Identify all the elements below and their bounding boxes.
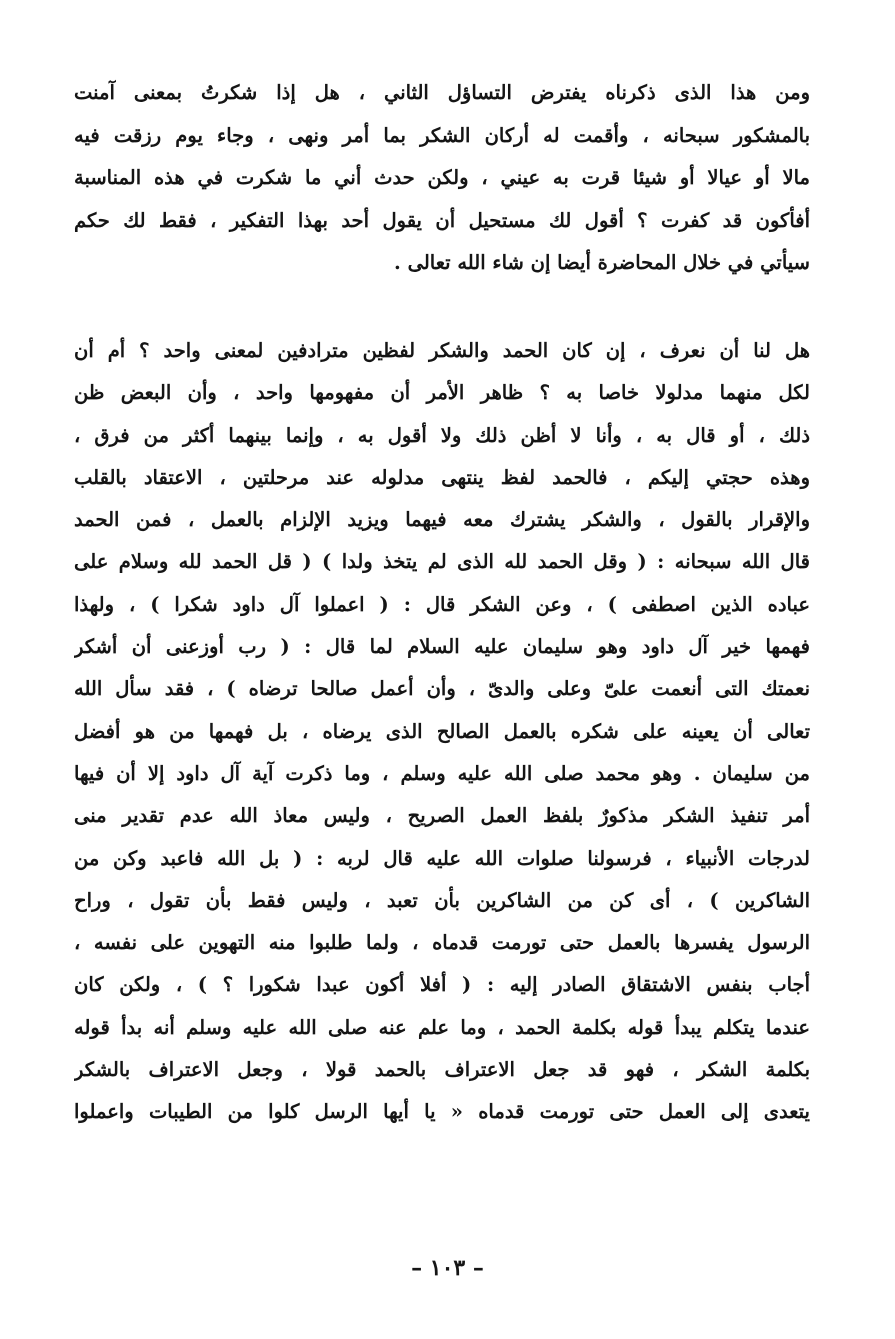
text-line: فهمها خير آل داود وهو سليمان عليه السلام لما قال : ( رب أوزعنى أن أشكر <box>74 635 810 659</box>
text-line: نعمتك التى أنعمت علىّ وعلى والدىّ ، وأن أعمل صالحا ترضاه ) ، فقد سأل الله <box>74 677 810 701</box>
text-line: يتعدى إلى العمل حتى تورمت قدماه « يا أيها الرسل كلوا من الطيبات واعملوا <box>74 1100 810 1124</box>
text-line: لدرجات الأنبياء ، فرسولنا صلوات الله عليه قال لربه : ( بل الله فاعبد وكن من <box>74 846 810 870</box>
text-line: قال الله سبحانه : ( وقل الحمد لله الذى لم يتخذ ولدا ) ( قل الحمد لله وسلام على <box>74 550 810 574</box>
text-line: بالمشكور سبحانه ، وأقمت له أركان الشكر بما أمر ونهى ، وجاء يوم رزقت فيه <box>74 123 810 147</box>
text-line: الشاكرين ) ، أى كن من الشاكرين بأن تعبد ، وليس فقط بأن تقول ، وراح <box>74 888 810 912</box>
text-line: من سليمان . وهو محمد صلى الله عليه وسلم ، وما ذكرت آية آل داود إلا أن فيها <box>74 761 810 785</box>
text-line: تعالى أن يعينه على شكره بالعمل الصالح الذى يرضاه ، بل فهمها من هو أفضل <box>74 719 810 743</box>
text-line: وهذه حجتي إليكم ، فالحمد لفظ ينتهى مدلوله عند مرحلتين ، الاعتقاد بالقلب <box>74 465 810 489</box>
text-line: هل لنا أن نعرف ، إن كان الحمد والشكر لفظين مترادفين لمعنى واحد ؟ أم أن <box>74 339 810 362</box>
paragraph-1 <box>74 72 810 285</box>
page-number: – ١٠٣ – <box>411 1255 484 1281</box>
text-line: لكل منهما مدلولا خاصا به ؟ ظاهر الأمر أن مفهومها واحد ، وأن البعض ظن <box>74 381 810 405</box>
paragraph-2 <box>74 330 810 1134</box>
text-line: أفأكون قد كفرت ؟ أقول لك مستحيل أن يقول أحد بهذا التفكير ، فقط لك حكم <box>74 208 810 232</box>
text-line: بكلمة الشكر ، فهو قد جعل الاعتراف بالحمد قولا ، وجعل الاعتراف بالشكر <box>74 1058 810 1082</box>
text-line: ذلك ، أو قال به ، وأنا لا أظن ذلك ولا أقول به ، وإنما بينهما أكثر من فرق ، <box>74 423 810 447</box>
text-line: الرسول يفسرها بالعمل حتى تورمت قدماه ، ولما طلبوا منه التهوين على نفسه ، <box>74 931 810 955</box>
text-line: عباده الذين اصطفى ) ، وعن الشكر قال : ( اعملوا آل داود شكرا ) ، ولهذا <box>74 592 810 616</box>
text-line: أجاب بنفس الاشتقاق الصادر إليه : ( أفلا أكون عبدا شكورا ؟ ) ، ولكن كان <box>74 973 810 997</box>
text-line: أمر تنفيذ الشكر مذكورٌ بلفظ العمل الصريح ، وليس معاذ الله عدم تقدير منى <box>74 804 810 828</box>
text-line: سيأتي في خلال المحاضرة أيضا إن شاء الله تعالى . <box>394 251 810 274</box>
text-line: ومن هذا الذى ذكرناه يفترض التساؤل الثاني ، هل إذا شكرتُ بمعنى آمنت <box>74 81 810 104</box>
text-line: عندما يتكلم يبدأ قوله بكلمة الحمد ، وما علم عنه صلى الله عليه وسلم أنه بدأ قوله <box>74 1015 810 1039</box>
text-line: والإقرار بالقول ، والشكر يشترك معه فيهما ويزيد الإلزام بالعمل ، فمن الحمد <box>74 508 810 532</box>
text-line: مالا أو عيالا أو شيئا قرت به عيني ، ولكن حدث أني ما شكرت في هذه المناسبة <box>74 166 810 189</box>
